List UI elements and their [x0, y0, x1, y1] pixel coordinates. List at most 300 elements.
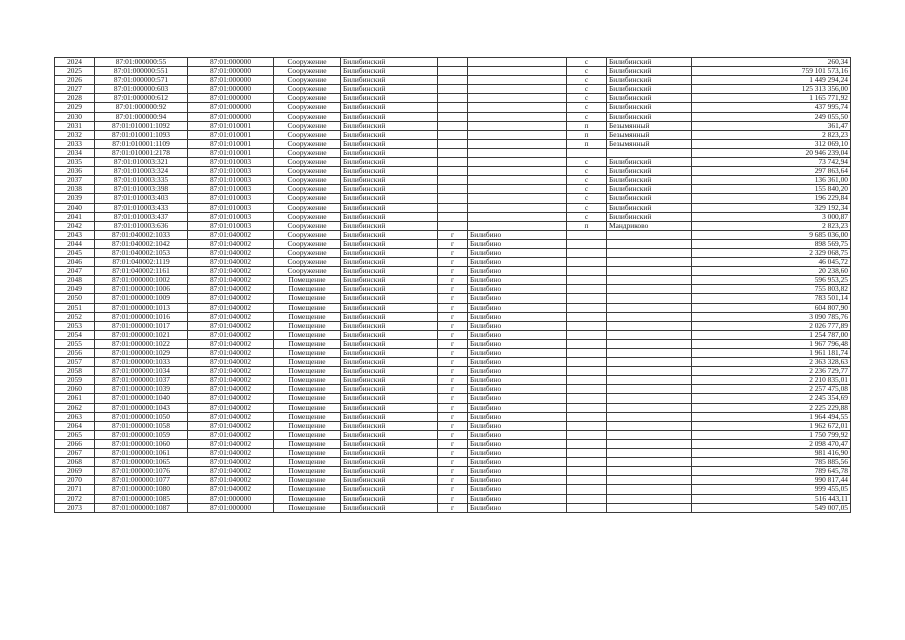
table-row	[55, 303, 851, 312]
district-name: Билибинский	[341, 403, 438, 412]
district-name: Билибинский	[341, 85, 438, 94]
object-type: Сооружение	[274, 248, 341, 257]
row-number: 2025	[55, 67, 95, 76]
cadastral-quarter: 87:01:040002	[188, 303, 274, 312]
locality-name: Билибино	[468, 294, 567, 303]
locality-type	[438, 103, 468, 112]
settlement-type	[567, 485, 607, 494]
cadastral-number: 87:01:010003:398	[95, 185, 188, 194]
settlement-type	[567, 494, 607, 503]
object-type: Помещение	[274, 339, 341, 348]
locality-type: г	[438, 494, 468, 503]
row-number: 2024	[55, 58, 95, 67]
row-number: 2029	[55, 103, 95, 112]
row-number: 2036	[55, 167, 95, 176]
object-type: Помещение	[274, 458, 341, 467]
cadastral-number: 87:01:000000:1043	[95, 403, 188, 412]
settlement-name: Билибинский	[607, 58, 692, 67]
cadastral-number: 87:01:010003:636	[95, 221, 188, 230]
locality-type: г	[438, 403, 468, 412]
table-row	[55, 239, 851, 248]
cadastral-number: 87:01:000000:1087	[95, 503, 188, 512]
settlement-name	[607, 267, 692, 276]
settlement-type: с	[567, 85, 607, 94]
cadastral-number: 87:01:000000:1059	[95, 430, 188, 439]
locality-name	[468, 121, 567, 130]
row-number: 2060	[55, 385, 95, 394]
cadastral-number: 87:01:040002:1033	[95, 230, 188, 239]
district-name: Билибинский	[341, 194, 438, 203]
district-name: Билибинский	[341, 67, 438, 76]
object-type: Сооружение	[274, 212, 341, 221]
cadastral-number: 87:01:000000:1076	[95, 467, 188, 476]
settlement-name: Билибинский	[607, 103, 692, 112]
cadastral-quarter: 87:01:040002	[188, 248, 274, 257]
settlement-type	[567, 394, 607, 403]
cadastral-number: 87:01:000000:1039	[95, 385, 188, 394]
cadastral-value: 437 995,74	[692, 103, 851, 112]
settlement-name	[607, 449, 692, 458]
district-name: Билибинский	[341, 376, 438, 385]
row-number: 2063	[55, 412, 95, 421]
settlement-type	[567, 276, 607, 285]
table-row	[55, 67, 851, 76]
cadastral-value: 1 962 672,01	[692, 421, 851, 430]
cadastral-quarter: 87:01:040002	[188, 403, 274, 412]
settlement-name: Билибинский	[607, 194, 692, 203]
cadastral-quarter: 87:01:040002	[188, 267, 274, 276]
settlement-name	[607, 358, 692, 367]
locality-name: Билибино	[468, 349, 567, 358]
object-type: Сооружение	[274, 185, 341, 194]
district-name: Билибинский	[341, 421, 438, 430]
object-type: Сооружение	[274, 148, 341, 157]
locality-type: г	[438, 358, 468, 367]
district-name: Билибинский	[341, 485, 438, 494]
row-number: 2065	[55, 430, 95, 439]
object-type: Помещение	[274, 394, 341, 403]
settlement-type: с	[567, 212, 607, 221]
table-row	[55, 58, 851, 67]
settlement-name	[607, 312, 692, 321]
settlement-name	[607, 412, 692, 421]
settlement-name: Билибинский	[607, 112, 692, 121]
district-name: Билибинский	[341, 503, 438, 512]
cadastral-value: 789 645,78	[692, 467, 851, 476]
locality-name: Билибино	[468, 439, 567, 448]
locality-type	[438, 176, 468, 185]
table-row	[55, 485, 851, 494]
settlement-name	[607, 321, 692, 330]
settlement-name	[607, 485, 692, 494]
locality-type: г	[438, 421, 468, 430]
cadastral-value: 604 807,90	[692, 303, 851, 312]
cadastral-number: 87:01:040002:1053	[95, 248, 188, 257]
cadastral-value: 898 569,75	[692, 239, 851, 248]
table-row	[55, 285, 851, 294]
district-name: Билибинский	[341, 112, 438, 121]
locality-name	[468, 76, 567, 85]
locality-name	[468, 112, 567, 121]
cadastral-quarter: 87:01:040002	[188, 294, 274, 303]
object-type: Помещение	[274, 449, 341, 458]
cadastral-value: 312 069,10	[692, 139, 851, 148]
object-type: Помещение	[274, 303, 341, 312]
object-type: Сооружение	[274, 158, 341, 167]
locality-type	[438, 212, 468, 221]
row-number: 2030	[55, 112, 95, 121]
settlement-type	[567, 458, 607, 467]
cadastral-value: 549 007,05	[692, 503, 851, 512]
object-type: Помещение	[274, 412, 341, 421]
table-row	[55, 85, 851, 94]
settlement-name	[607, 303, 692, 312]
cadastral-quarter: 87:01:000000	[188, 494, 274, 503]
settlement-name: Билибинский	[607, 85, 692, 94]
cadastral-number: 87:01:000000:1060	[95, 439, 188, 448]
row-number: 2053	[55, 321, 95, 330]
settlement-type	[567, 439, 607, 448]
settlement-type	[567, 449, 607, 458]
cadastral-number: 87:01:040002:1119	[95, 258, 188, 267]
object-type: Помещение	[274, 349, 341, 358]
locality-name: Билибино	[468, 458, 567, 467]
settlement-name	[607, 476, 692, 485]
settlement-type: с	[567, 67, 607, 76]
district-name: Билибинский	[341, 349, 438, 358]
object-type: Сооружение	[274, 67, 341, 76]
settlement-type	[567, 230, 607, 239]
settlement-name: Билибинский	[607, 167, 692, 176]
locality-name	[468, 203, 567, 212]
district-name: Билибинский	[341, 439, 438, 448]
settlement-name	[607, 394, 692, 403]
cadastral-number: 87:01:000000:1050	[95, 412, 188, 421]
settlement-type	[567, 267, 607, 276]
object-type: Сооружение	[274, 267, 341, 276]
object-type: Помещение	[274, 385, 341, 394]
cadastral-number: 87:01:010003:433	[95, 203, 188, 212]
district-name: Билибинский	[341, 230, 438, 239]
row-number: 2038	[55, 185, 95, 194]
object-type: Сооружение	[274, 130, 341, 139]
settlement-name	[607, 458, 692, 467]
locality-type	[438, 221, 468, 230]
settlement-type: с	[567, 58, 607, 67]
cadastral-quarter: 87:01:040002	[188, 439, 274, 448]
locality-name: Билибино	[468, 367, 567, 376]
locality-name: Билибино	[468, 494, 567, 503]
object-type: Сооружение	[274, 221, 341, 230]
cadastral-value: 516 443,11	[692, 494, 851, 503]
cadastral-number: 87:01:000000:1037	[95, 376, 188, 385]
cadastral-value: 249 055,50	[692, 112, 851, 121]
settlement-name	[607, 376, 692, 385]
cadastral-number: 87:01:040002:1161	[95, 267, 188, 276]
cadastral-number: 87:01:000000:1017	[95, 321, 188, 330]
locality-name	[468, 167, 567, 176]
table-row	[55, 148, 851, 157]
object-type: Сооружение	[274, 203, 341, 212]
row-number: 2072	[55, 494, 95, 503]
district-name: Билибинский	[341, 358, 438, 367]
district-name: Билибинский	[341, 139, 438, 148]
table-row	[55, 167, 851, 176]
object-type: Сооружение	[274, 58, 341, 67]
district-name: Билибинский	[341, 94, 438, 103]
locality-type: г	[438, 239, 468, 248]
table-row	[55, 376, 851, 385]
district-name: Билибинский	[341, 412, 438, 421]
cadastral-register-table	[54, 57, 851, 513]
district-name: Билибинский	[341, 176, 438, 185]
table-body	[55, 58, 851, 513]
district-name: Билибинский	[341, 430, 438, 439]
cadastral-value: 1 254 787,00	[692, 330, 851, 339]
table-row	[55, 112, 851, 121]
district-name: Билибинский	[341, 339, 438, 348]
district-name: Билибинский	[341, 239, 438, 248]
table-row	[55, 158, 851, 167]
locality-name: Билибино	[468, 421, 567, 430]
row-number: 2051	[55, 303, 95, 312]
table-row	[55, 321, 851, 330]
object-type: Помещение	[274, 285, 341, 294]
cadastral-quarter: 87:01:010001	[188, 139, 274, 148]
cadastral-number: 87:01:000000:1077	[95, 476, 188, 485]
row-number: 2062	[55, 403, 95, 412]
row-number: 2071	[55, 485, 95, 494]
locality-name: Билибино	[468, 321, 567, 330]
object-type: Сооружение	[274, 76, 341, 85]
row-number: 2052	[55, 312, 95, 321]
locality-type: г	[438, 439, 468, 448]
row-number: 2061	[55, 394, 95, 403]
district-name: Билибинский	[341, 367, 438, 376]
cadastral-number: 87:01:000000:1040	[95, 394, 188, 403]
district-name: Билибинский	[341, 267, 438, 276]
row-number: 2047	[55, 267, 95, 276]
cadastral-value: 755 803,82	[692, 285, 851, 294]
settlement-type	[567, 403, 607, 412]
locality-type: г	[438, 376, 468, 385]
table-row	[55, 185, 851, 194]
cadastral-value: 2 823,23	[692, 221, 851, 230]
settlement-name	[607, 148, 692, 157]
cadastral-value: 1 750 799,92	[692, 430, 851, 439]
locality-type: г	[438, 230, 468, 239]
object-type: Сооружение	[274, 194, 341, 203]
cadastral-number: 87:01:000000:1085	[95, 494, 188, 503]
table-row	[55, 103, 851, 112]
object-type: Сооружение	[274, 85, 341, 94]
settlement-type	[567, 148, 607, 157]
district-name: Билибинский	[341, 58, 438, 67]
settlement-name: Безымянный	[607, 121, 692, 130]
row-number: 2049	[55, 285, 95, 294]
table-row	[55, 494, 851, 503]
cadastral-quarter: 87:01:040002	[188, 349, 274, 358]
district-name: Билибинский	[341, 221, 438, 230]
row-number: 2026	[55, 76, 95, 85]
object-type: Помещение	[274, 430, 341, 439]
cadastral-value: 2 363 328,63	[692, 358, 851, 367]
settlement-type	[567, 376, 607, 385]
row-number: 2046	[55, 258, 95, 267]
settlement-name	[607, 385, 692, 394]
locality-type	[438, 158, 468, 167]
locality-type: г	[438, 503, 468, 512]
row-number: 2055	[55, 339, 95, 348]
row-number: 2032	[55, 130, 95, 139]
table-row	[55, 412, 851, 421]
settlement-name	[607, 494, 692, 503]
cadastral-quarter: 87:01:040002	[188, 449, 274, 458]
locality-type	[438, 67, 468, 76]
locality-name	[468, 148, 567, 157]
cadastral-number: 87:01:000000:1061	[95, 449, 188, 458]
row-number: 2034	[55, 148, 95, 157]
settlement-type: с	[567, 167, 607, 176]
cadastral-value: 1 964 494,55	[692, 412, 851, 421]
cadastral-quarter: 87:01:040002	[188, 412, 274, 421]
row-number: 2069	[55, 467, 95, 476]
cadastral-number: 87:01:000000:571	[95, 76, 188, 85]
cadastral-number: 87:01:010003:321	[95, 158, 188, 167]
settlement-type	[567, 285, 607, 294]
district-name: Билибинский	[341, 312, 438, 321]
cadastral-number: 87:01:000000:92	[95, 103, 188, 112]
object-type: Помещение	[274, 312, 341, 321]
settlement-name	[607, 439, 692, 448]
cadastral-value: 260,34	[692, 58, 851, 67]
settlement-name: Билибинский	[607, 212, 692, 221]
cadastral-value: 125 313 356,00	[692, 85, 851, 94]
locality-type	[438, 139, 468, 148]
locality-name	[468, 221, 567, 230]
district-name: Билибинский	[341, 185, 438, 194]
cadastral-quarter: 87:01:010003	[188, 158, 274, 167]
district-name: Билибинский	[341, 76, 438, 85]
cadastral-value: 785 885,56	[692, 458, 851, 467]
row-number: 2043	[55, 230, 95, 239]
settlement-name	[607, 230, 692, 239]
locality-name	[468, 103, 567, 112]
cadastral-quarter: 87:01:040002	[188, 430, 274, 439]
object-type: Помещение	[274, 494, 341, 503]
cadastral-value: 2 236 729,77	[692, 367, 851, 376]
locality-type: г	[438, 339, 468, 348]
locality-name	[468, 158, 567, 167]
cadastral-number: 87:01:000000:1016	[95, 312, 188, 321]
object-type: Помещение	[274, 503, 341, 512]
object-type: Сооружение	[274, 112, 341, 121]
locality-type	[438, 148, 468, 157]
district-name: Билибинский	[341, 276, 438, 285]
settlement-name: Билибинский	[607, 76, 692, 85]
cadastral-quarter: 87:01:010003	[188, 185, 274, 194]
locality-name: Билибино	[468, 258, 567, 267]
settlement-name: Билибинский	[607, 158, 692, 167]
district-name: Билибинский	[341, 258, 438, 267]
row-number: 2054	[55, 330, 95, 339]
cadastral-quarter: 87:01:010003	[188, 176, 274, 185]
locality-name: Билибино	[468, 303, 567, 312]
locality-name: Билибино	[468, 230, 567, 239]
settlement-type: п	[567, 121, 607, 130]
cadastral-quarter: 87:01:000000	[188, 67, 274, 76]
locality-type: г	[438, 385, 468, 394]
locality-name: Билибино	[468, 312, 567, 321]
locality-type: г	[438, 412, 468, 421]
settlement-type	[567, 248, 607, 257]
cadastral-value: 2 823,23	[692, 130, 851, 139]
cadastral-quarter: 87:01:010003	[188, 221, 274, 230]
row-number: 2044	[55, 239, 95, 248]
settlement-name: Безымянный	[607, 139, 692, 148]
district-name: Билибинский	[341, 130, 438, 139]
cadastral-quarter: 87:01:040002	[188, 467, 274, 476]
cadastral-number: 87:01:010001:1093	[95, 130, 188, 139]
table-row	[55, 503, 851, 512]
cadastral-value: 2 329 068,75	[692, 248, 851, 257]
row-number: 2048	[55, 276, 95, 285]
locality-type	[438, 76, 468, 85]
locality-type: г	[438, 312, 468, 321]
cadastral-quarter: 87:01:000000	[188, 103, 274, 112]
table-row	[55, 449, 851, 458]
settlement-name	[607, 430, 692, 439]
table-row	[55, 276, 851, 285]
cadastral-value: 990 817,44	[692, 476, 851, 485]
row-number: 2039	[55, 194, 95, 203]
locality-name	[468, 185, 567, 194]
settlement-type	[567, 239, 607, 248]
cadastral-number: 87:01:000000:1022	[95, 339, 188, 348]
row-number: 2064	[55, 421, 95, 430]
table-row	[55, 458, 851, 467]
settlement-name	[607, 339, 692, 348]
locality-name: Билибино	[468, 248, 567, 257]
cadastral-value: 2 245 354,69	[692, 394, 851, 403]
object-type: Сооружение	[274, 139, 341, 148]
cadastral-value: 196 229,84	[692, 194, 851, 203]
cadastral-quarter: 87:01:040002	[188, 485, 274, 494]
locality-name: Билибино	[468, 376, 567, 385]
locality-name: Билибино	[468, 330, 567, 339]
district-name: Билибинский	[341, 294, 438, 303]
row-number: 2037	[55, 176, 95, 185]
table-row	[55, 267, 851, 276]
settlement-name	[607, 239, 692, 248]
cadastral-value: 297 863,64	[692, 167, 851, 176]
locality-type	[438, 112, 468, 121]
cadastral-value: 2 026 777,89	[692, 321, 851, 330]
locality-name: Билибино	[468, 403, 567, 412]
cadastral-number: 87:01:010003:403	[95, 194, 188, 203]
cadastral-quarter: 87:01:010003	[188, 212, 274, 221]
object-type: Помещение	[274, 403, 341, 412]
table-row	[55, 330, 851, 339]
cadastral-value: 20 946 239,04	[692, 148, 851, 157]
settlement-type	[567, 467, 607, 476]
district-name: Билибинский	[341, 321, 438, 330]
table-row	[55, 476, 851, 485]
settlement-type	[567, 349, 607, 358]
settlement-name	[607, 349, 692, 358]
cadastral-number: 87:01:000000:1002	[95, 276, 188, 285]
settlement-type	[567, 312, 607, 321]
